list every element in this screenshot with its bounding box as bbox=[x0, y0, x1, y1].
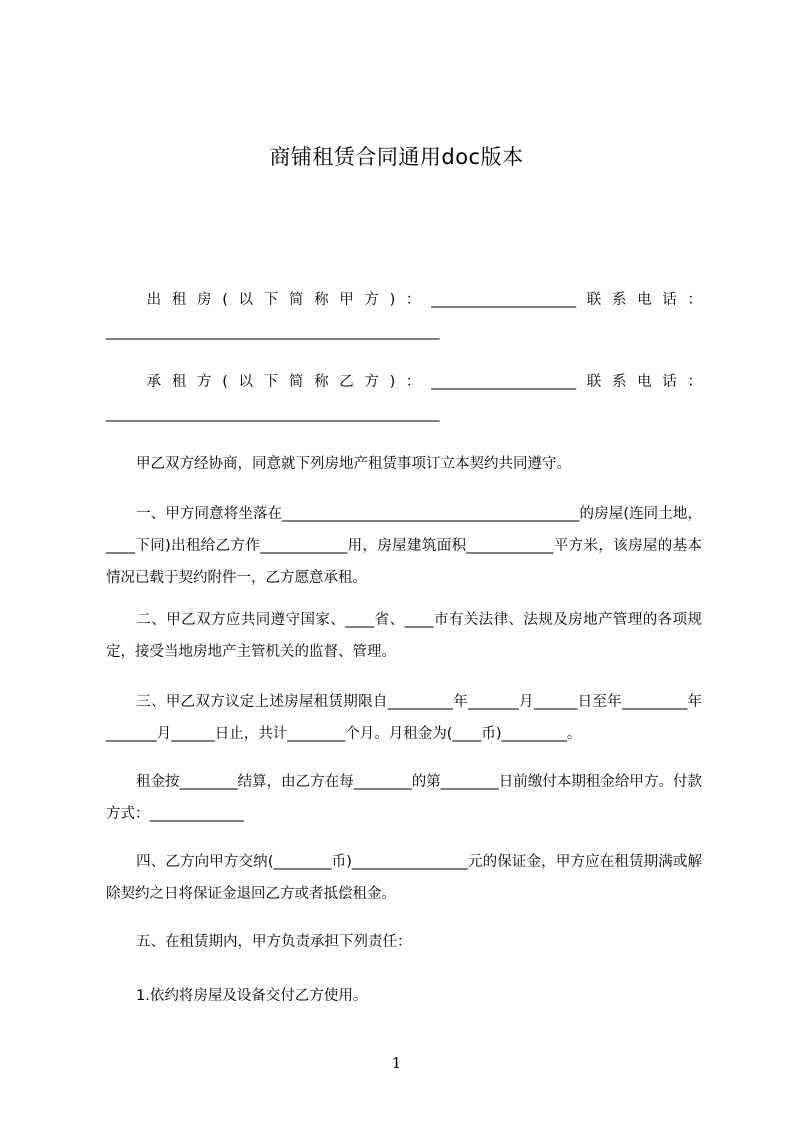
clause-3 bbox=[106, 686, 702, 750]
paragraph-lessee bbox=[106, 366, 702, 430]
clause-5-text: 五、在租赁期内，甲方负责承担下列责任： bbox=[136, 934, 412, 950]
clause-5-item-1-text: 1.依约将房屋及设备交付乙方使用。 bbox=[136, 988, 368, 1004]
paragraph-lessor-text: 出租房(以下简称甲方)：____________________联系电话：______________________________________________ bbox=[106, 292, 702, 340]
paragraph-lessor bbox=[106, 284, 702, 348]
page-number: 1 bbox=[391, 1054, 402, 1072]
paragraph-agreement bbox=[106, 448, 702, 480]
clause-4 bbox=[106, 846, 702, 910]
paragraph-agreement-text: 甲乙双方经协商，同意就下列房地产租赁事项订立本契约共同遵守。 bbox=[136, 456, 571, 472]
clause-5-item-1 bbox=[106, 980, 702, 1012]
paragraph-lessee-text: 承租方(以下简称乙方)：____________________联系电话：______________________________________________ bbox=[106, 374, 702, 422]
rent-payment-text: 租金按________结算，由乙方在每________的第________日前缴付本期租金给甲方。付款方式：_____________ bbox=[106, 774, 702, 822]
clause-2-text: 二、甲乙双方应共同遵守国家、____省、____市有关法律、法规及房地产管理的各项规定，接受当地房地产主管机关的监督、管理。 bbox=[106, 612, 702, 660]
clause-1-text: 一、甲方同意将坐落在_________________________________________的房屋(连同土地，____下同)出租给乙方作____________用，房屋建筑面积____________平方米，该房屋的基本情况已载于契约附件一，乙方愿意承租。 bbox=[106, 506, 702, 586]
clause-3-text: 三、甲乙双方议定上述房屋租赁期限自_________年_______月______日至年_________年_______月______日止，共计________个月。月租金为(____币)_________。 bbox=[106, 694, 702, 742]
clause-1 bbox=[106, 498, 702, 594]
clause-4-text: 四、乙方向甲方交纳(________币)________________元的保证金，甲方应在租赁期满或解除契约之日将保证金退回乙方或者抵偿租金。 bbox=[106, 854, 702, 902]
rent-payment bbox=[106, 766, 702, 830]
document-title: 商铺租赁合同通用doc版本 bbox=[269, 145, 524, 169]
clause-2 bbox=[106, 604, 702, 668]
clause-5 bbox=[106, 926, 702, 958]
